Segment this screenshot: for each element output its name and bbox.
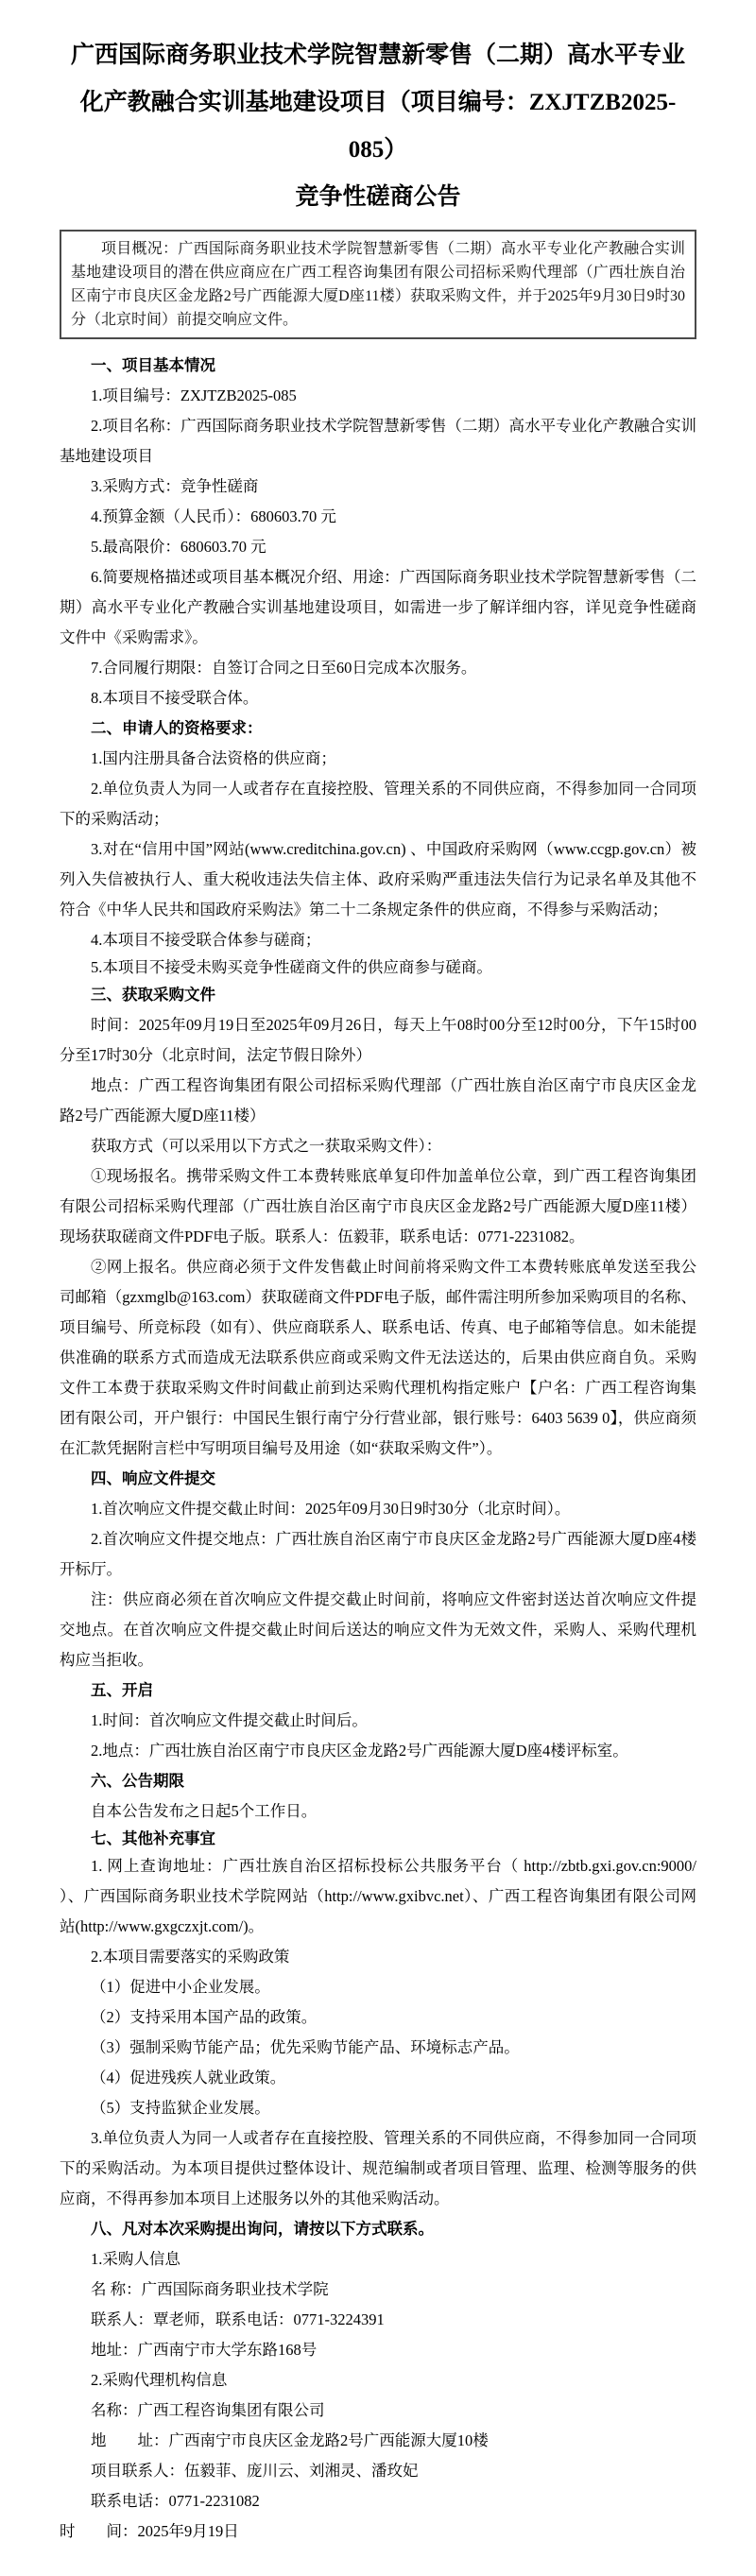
- paragraph: 5.本项目不接受未购买竞争性磋商文件的供应商参与磋商。: [91, 958, 492, 976]
- paragraph: 3.对在“信用中国”网站(www.creditchina.gov.cn) 、中国政府采购网（www.ccgp.gov.cn）被列入失信被执行人、重大税收违法失信主体、政府采购严重违法失信行为记录名单及其他不符合《中华人民共和国政府采购法》第二十二条规定条件的供应商，不得参与采购活动；: [60, 840, 696, 919]
- paragraph: 1.时间：首次响应文件提交截止时间后。: [91, 1711, 368, 1729]
- paragraph: 联系电话：0771-2231082: [91, 2492, 260, 2510]
- section-heading: 二、申请人的资格要求：: [91, 719, 263, 737]
- paragraph: 2.首次响应文件提交地点：广西壮族自治区南宁市良庆区金龙路2号广西能源大厦D座4楼开标厅。: [60, 1530, 696, 1578]
- section-heading: 七、其他补充事宜: [91, 1829, 215, 1847]
- paragraph: 名称：广西工程咨询集团有限公司: [91, 2401, 325, 2419]
- paragraph: 自本公告发布之日起5个工作日。: [91, 1802, 318, 1820]
- paragraph: ①现场报名。携带采购文件工本费转账底单复印件加盖单位公章，到广西工程咨询集团有限公司招标采购代理部（广西壮族自治区南宁市良庆区金龙路2号广西能源大厦D座11楼）现场获取磋商文件PDF电子版。联系人：伍毅菲，联系电话：0771-2231082。: [60, 1167, 696, 1245]
- paragraph: 4.预算金额（人民币）：680603.70 元: [91, 507, 336, 525]
- paragraph: 3.单位负责人为同一人或者存在直接控股、管理关系的不同供应商，不得参加同一合同项下的采购活动。为本项目提供过整体设计、规范编制或者项目管理、监理、检测等服务的供应商，不得再参加本项目上述服务以外的其他采购活动。: [60, 2129, 696, 2207]
- paragraph: （4）促进残疾人就业政策。: [91, 2069, 286, 2087]
- paragraph: 4.本项目不接受联合体参与磋商；: [91, 931, 321, 949]
- paragraph: 1.项目编号：ZXJTZB2025-085: [91, 386, 297, 404]
- paragraph: 项目联系人：伍毅菲、庞川云、刘湘灵、潘玫妃: [91, 2462, 419, 2480]
- paragraph: 1.首次响应文件提交截止时间：2025年09月30日9时30分（北京时间）。: [91, 1500, 571, 1518]
- project-overview-text: 项目概况：广西国际商务职业技术学院智慧新零售（二期）高水平专业化产教融合实训基地建设项目的潜在供应商应在广西工程咨询集团有限公司招标采购代理部（广西壮族自治区南宁市良庆区金龙路2号广西能源大厦D座11楼）获取采购文件，并于2025年9月30日9时30分（北京时间）前提交响应文件。: [71, 241, 685, 328]
- paragraph: 联系人：覃老师，联系电话：0771-3224391: [91, 2310, 385, 2328]
- document-body: [60, 351, 696, 2547]
- paragraph: 地址：广西南宁市大学东路168号: [91, 2341, 318, 2359]
- section-heading: 五、开启: [91, 1681, 153, 1699]
- project-overview-box: [60, 230, 696, 339]
- document-title: [60, 32, 696, 221]
- paragraph: 1. 网上查询地址：广西壮族自治区招标投标公共服务平台（ http://zbtb.gxi.gov.cn:9000/ ）、广西国际商务职业技术学院网站（http://www.gxibvc.net）、广西工程咨询集团有限公司网站(http://www.gxgczxjt.com/)。: [60, 1857, 696, 1935]
- paragraph: （5）支持监狱企业发展。: [91, 2099, 270, 2117]
- paragraph: 6.简要规格描述或项目基本概况介绍、用途：广西国际商务职业技术学院智慧新零售（二期）高水平专业化产教融合实训基地建设项目，如需进一步了解详细内容，详见竞争性磋商文件中《采购需求》。: [60, 568, 696, 646]
- paragraph: 1.采购人信息: [91, 2250, 180, 2268]
- section-heading: 四、响应文件提交: [91, 1469, 215, 1487]
- paragraph: 2.单位负责人为同一人或者存在直接控股、管理关系的不同供应商，不得参加同一合同项下的采购活动；: [60, 780, 696, 828]
- paragraph: 2.采购代理机构信息: [91, 2371, 228, 2389]
- section-heading: 六、公告期限: [91, 1772, 184, 1790]
- section-heading: 三、获取采购文件: [91, 986, 215, 1004]
- paragraph: 获取方式（可以采用以下方式之一获取采购文件）：: [91, 1137, 442, 1155]
- paragraph: 2.地点：广西壮族自治区南宁市良庆区金龙路2号广西能源大厦D座4楼评标室。: [91, 1742, 628, 1760]
- paragraph: （3）强制采购节能产品；优先采购节能产品、环境标志产品。: [91, 2038, 520, 2056]
- section-heading: 一、项目基本情况: [91, 356, 215, 374]
- paragraph: 地点：广西工程咨询集团有限公司招标采购代理部（广西壮族自治区南宁市良庆区金龙路2号广西能源大厦D座11楼）: [60, 1076, 696, 1125]
- paragraph: 7.合同履行期限：自签订合同之日至60日完成本次服务。: [91, 659, 477, 677]
- paragraph: （2）支持采用本国产品的政策。: [91, 2008, 318, 2026]
- paragraph: 时 间：2025年9月19日: [60, 2522, 239, 2540]
- paragraph: 名 称：广西国际商务职业技术学院: [91, 2280, 329, 2298]
- paragraph: 2.本项目需要落实的采购政策: [91, 1948, 290, 1966]
- document-title-line-3: 竞争性磋商公告: [295, 184, 461, 210]
- paragraph: 3.采购方式：竞争性磋商: [91, 477, 259, 495]
- section-heading: 八、凡对本次采购提出询问，请按以下方式联系。: [91, 2220, 434, 2238]
- document-title-line-2: 化产教融合实训基地建设项目（项目编号：ZXJTZB2025-085）: [79, 90, 677, 163]
- paragraph: （1）促进中小企业发展。: [91, 1978, 270, 1996]
- paragraph: 注：供应商必须在首次响应文件提交截止时间前，将响应文件密封送达首次响应文件提交地点。在首次响应文件提交截止时间后送达的响应文件为无效文件，采购人、采购代理机构应当拒收。: [60, 1590, 696, 1669]
- paragraph: 8.本项目不接受联合体。: [91, 689, 259, 707]
- paragraph: 地 址：广西南宁市良庆区金龙路2号广西能源大厦10楼: [91, 2431, 489, 2449]
- paragraph: 1.国内注册具备合法资格的供应商；: [91, 749, 336, 767]
- paragraph: 时间：2025年09月19日至2025年09月26日，每天上午08时00分至12时00分，下午15时00分至17时30分（北京时间，法定节假日除外）: [60, 1016, 696, 1064]
- paragraph: ②网上报名。供应商必须于文件发售截止时间前将采购文件工本费转账底单发送至我公司邮箱（gzxmglb@163.com）获取磋商文件PDF电子版，邮件需注明所参加采购项目的名称、项目编号、所竞标段（如有）、供应商联系人、联系电话、传真、电子邮箱等信息。如未能提供准确的联系方式而造成无法联系供应商或采购文件无法送达的，后果由供应商自负。采购文件工本费于获取采购文件时间截止前到达采购代理机构指定账户【户名：广西工程咨询集团有限公司，开户银行：中国民生银行南宁分行营业部，银行账号：6403 5639 0】，供应商须在汇款凭据附言栏中写明项目编号及用途（如“获取采购文件”）。: [60, 1258, 696, 1457]
- paragraph: 2.项目名称：广西国际商务职业技术学院智慧新零售（二期）高水平专业化产教融合实训基地建设项目: [60, 417, 696, 465]
- document-title-line-1: 广西国际商务职业技术学院智慧新零售（二期）高水平专业: [70, 43, 685, 68]
- paragraph: 5.最高限价：680603.70 元: [91, 538, 266, 556]
